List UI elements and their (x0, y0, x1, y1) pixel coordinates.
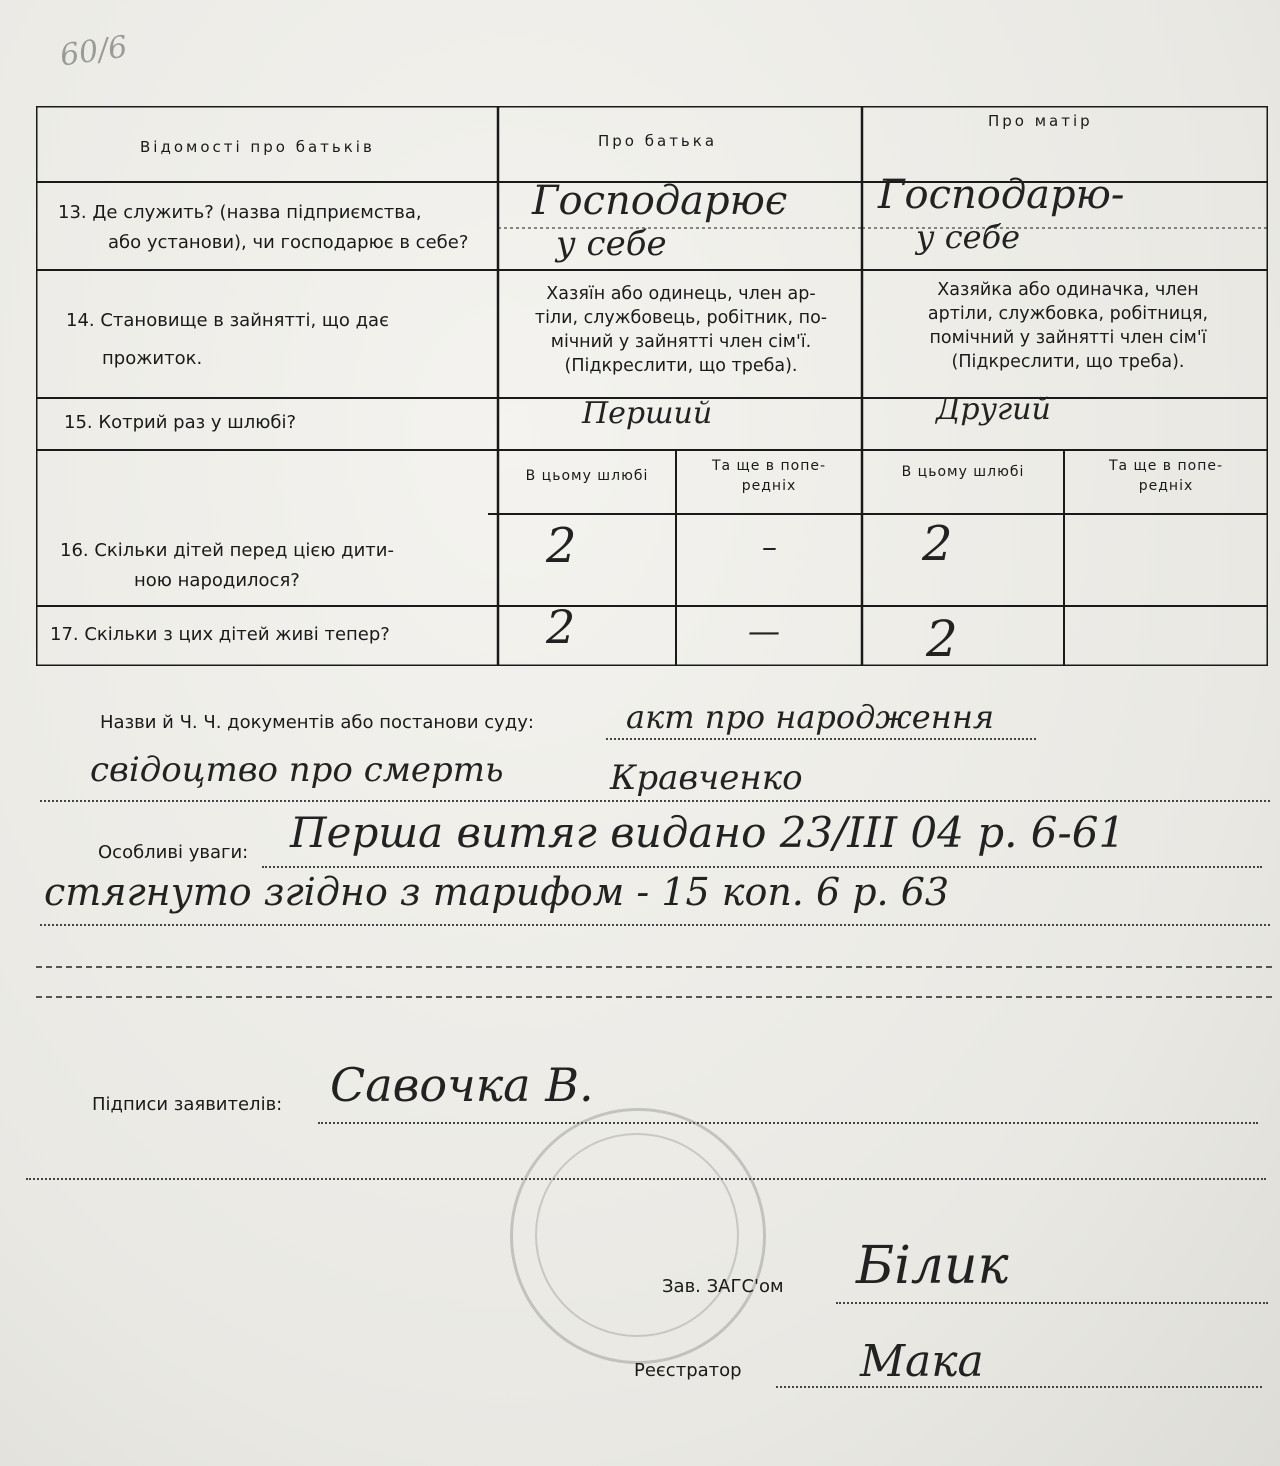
zags-head-label: Зав. ЗАГС'ом (662, 1276, 784, 1297)
q16-father-this-marriage-value: 2 (546, 518, 577, 574)
q16-father-previous-value: – (762, 530, 777, 565)
q16-label-line2: ною народилося? (134, 570, 300, 591)
q13-label-line2: або установи), чи господарює в себе? (108, 232, 469, 253)
q17-label: 17. Скільки з цих дітей живі тепер? (50, 624, 390, 645)
subheader-mother-previous (1064, 456, 1268, 496)
subheader-father-previous-2: редніх (741, 478, 797, 494)
q14-father-opt-4: (Підкреслити, що треба). (564, 356, 798, 376)
q14-mother-opt-3: помічний у зайнятті член сім'ї (929, 328, 1207, 348)
notes-line-2 (40, 924, 1270, 926)
subheader-mother-this-marriage: В цьому шлюбі (901, 464, 1025, 480)
q15-father-handwritten: Перший (582, 396, 713, 431)
registrar-signature: Мака (860, 1336, 984, 1387)
q13-father-handwritten-2: у себе (556, 224, 667, 264)
documents-handwritten-3: Кравченко (610, 758, 803, 798)
header-parents-info: Відомості про батьків (140, 138, 375, 156)
notes-line-3 (36, 966, 1272, 968)
q13-label-line1: 13. Де служить? (назва підприємства, (58, 202, 422, 223)
subheader-father-this-marriage: В цьому шлюбі (525, 468, 649, 484)
documents-line-2 (40, 800, 1270, 802)
notes-line-1 (262, 866, 1262, 868)
zags-head-line (836, 1302, 1268, 1304)
q15-label: 15. Котрий раз у шлюбі? (64, 412, 297, 433)
signatures-handwritten: Савочка В. (330, 1058, 594, 1112)
subheader-father-previous-1: Та ще в попе- (711, 458, 827, 474)
q14-mother-opt-1: Хазяйка або одиначка, член (937, 280, 1199, 300)
q13-mother-handwritten-1: Господарю- (878, 172, 1125, 218)
q13-father-handwritten-1: Господарює (532, 178, 788, 224)
q14-father-opt-3: мічний у зайнятті член сім'ї. (550, 332, 812, 352)
documents-handwritten-1: акт про народження (626, 698, 995, 736)
q14-father-opt-2: тіли, службовець, робітник, по- (534, 308, 828, 328)
q16-label-line1: 16. Скільки дітей перед цією дити- (60, 540, 394, 561)
registrar-line (776, 1386, 1262, 1388)
q14-mother-opt-4: (Підкреслити, що треба). (951, 352, 1185, 372)
notes-handwritten-2: стягнуто згідно з тарифом - 15 коп. 6 р. 63 (44, 870, 950, 914)
archive-page-number: 60/6 (57, 29, 130, 74)
q16-mother-this-marriage-value: 2 (922, 516, 953, 572)
parents-info-table (36, 106, 1268, 666)
q17-mother-this-marriage-value: 2 (926, 610, 958, 668)
registrar-label: Реєстратор (634, 1360, 742, 1381)
signatures-label: Підписи заявителів: (92, 1094, 283, 1115)
notes-label: Особливі уваги: (98, 842, 249, 863)
header-mother: Про матір (988, 112, 1093, 130)
documents-line-1 (606, 738, 1036, 740)
q14-father-options (502, 282, 860, 378)
subheader-mother-previous-2: редніх (1138, 478, 1194, 494)
documents-label: Назви й Ч. Ч. документів або постанови суду: (100, 712, 534, 733)
q14-label-line1: 14. Становище в зайнятті, що дає (66, 310, 389, 331)
q13-mother-handwritten-2: у себе (916, 218, 1021, 256)
subheader-father-previous (676, 456, 862, 496)
subheader-mother-previous-1: Та ще в попе- (1108, 458, 1224, 474)
zags-head-signature: Білик (856, 1236, 1009, 1296)
official-seal (510, 1108, 766, 1364)
q14-mother-options (876, 278, 1260, 374)
q14-label-line2: прожиток. (102, 348, 203, 369)
q14-father-opt-1: Хазяїн або одинець, член ар- (546, 284, 816, 304)
q17-father-previous-value: — (748, 612, 780, 650)
notes-handwritten-1: Перша витяг видано 23/III 04 р. 6-61 (290, 808, 1126, 857)
official-seal-inner-ring (535, 1133, 739, 1337)
header-father: Про батька (598, 132, 718, 150)
documents-handwritten-2: свідоцтво про смерть (90, 750, 504, 790)
q17-father-this-marriage-value: 2 (546, 600, 576, 654)
q15-mother-handwritten: Другий (936, 392, 1051, 427)
signatures-line-1 (318, 1122, 1258, 1124)
notes-line-4 (36, 996, 1272, 998)
q14-mother-opt-2: артіли, службовка, робітниця, (927, 304, 1209, 324)
